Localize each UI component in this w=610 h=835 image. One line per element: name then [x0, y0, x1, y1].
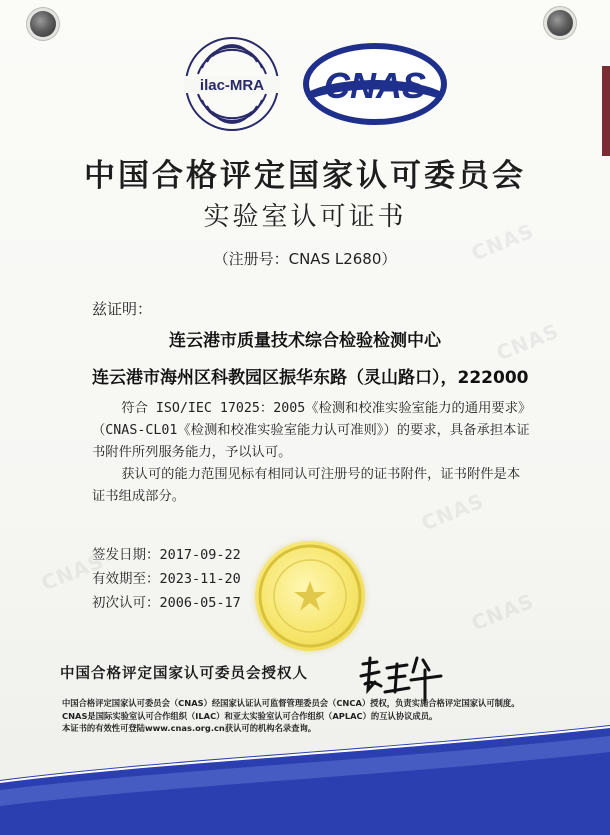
handwritten-signature	[355, 650, 445, 702]
organization-address: 连云港市海州区科教园区振华东路（灵山路口），222000	[92, 368, 529, 388]
ilac-mra-logo	[184, 36, 280, 132]
watermark: CNAS	[467, 588, 538, 636]
certificate-body	[92, 398, 532, 508]
authorized-signatory: 中国合格评定国家认可委员会授权人	[60, 666, 308, 682]
watermark: CNAS	[492, 318, 563, 366]
cnas-text: CNAS	[323, 65, 427, 106]
cnas-logo	[300, 40, 450, 128]
body-paragraph: 获认可的能力范围见标有相同认可注册号的证书附件，证书附件是本证书组成部分。	[92, 467, 521, 504]
screw-top-right	[547, 10, 573, 36]
registration-number: （注册号：CNAS L2680）	[213, 250, 397, 268]
issue-date: 签发日期：2017-09-22	[92, 547, 241, 563]
watermark: CNAS	[417, 488, 488, 536]
watermark: CNAS	[37, 548, 108, 596]
dates-block	[92, 543, 241, 615]
certificate-subtitle: 实验室认可证书	[203, 202, 407, 232]
official-seal	[255, 541, 365, 651]
footnote-line: 本证书的有效性可登陆www.cnas.org.cn获认可的机构名录查询。	[62, 723, 317, 733]
watermark: CNAS	[467, 218, 538, 266]
body-paragraph: 符合 ISO/IEC 17025：2005《检测和校准实验室能力的通用要求》（CNAS-CL01《检测和校准实验室能力认可准则》）的要求，具备承担本证书附件所列服务能力，予以认可。	[92, 401, 532, 460]
valid-until: 有效期至：2023-11-20	[92, 571, 241, 587]
decorative-band	[0, 720, 610, 835]
screw-top-left	[30, 11, 56, 37]
footnote-line: CNAS是国际实验室认可合作组织（ILAC）和亚太实验室认可合作组织（APLAC）的互认协议成员。	[62, 710, 438, 721]
footnote-line: 中国合格评定国家认可委员会（CNAS）经国家认证认可监督管理委员会（CNCA）授权，负责实施合格评定国家认可制度。	[62, 698, 520, 708]
ilac-text: ilac-MRA	[199, 77, 265, 94]
organization-name: 连云港市质量技术综合检验检测中心	[169, 331, 441, 351]
first-accreditation: 初次认可：2006-05-17	[92, 595, 241, 611]
certificate-title: 中国合格评定国家认可委员会	[84, 158, 526, 194]
frame-edge	[602, 66, 610, 156]
hereby-label: 兹证明：	[92, 300, 153, 318]
